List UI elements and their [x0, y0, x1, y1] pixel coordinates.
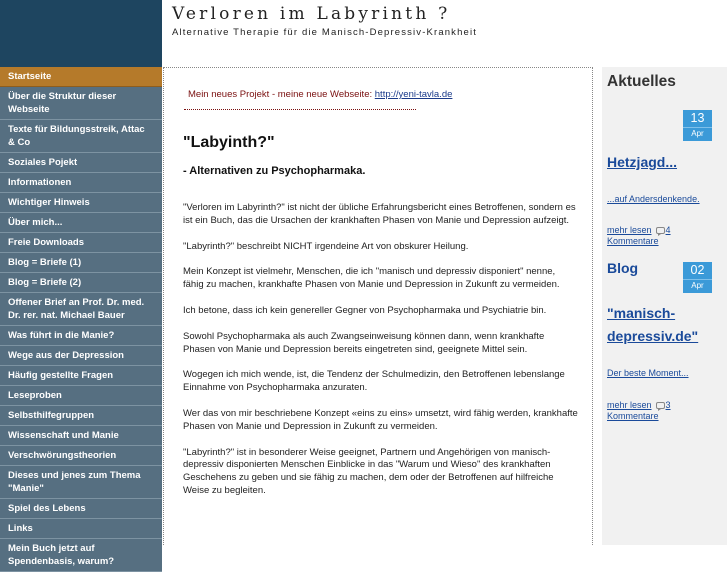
article-paragraph: Wer das von mir beschriebene Konzept «eins zu eins» umsetzt, wird fähig werden, krankhafte Phasen von Manie und Depression in Zukunft zu vermeiden. [183, 407, 578, 432]
nav-item-startseite[interactable]: Startseite [0, 67, 162, 87]
nav-item-selbsthilfegruppen[interactable]: Selbsthilfegruppen [0, 406, 162, 426]
news-meta [607, 225, 717, 247]
project-link[interactable]: http://yeni-tavla.de [374, 89, 453, 100]
nav-item-verschwoerung[interactable]: Verschwörungstheorien [0, 446, 162, 466]
header-corner-block [0, 0, 162, 67]
read-more-link[interactable]: mehr lesen [607, 225, 652, 235]
nav-item-mein-buch[interactable]: Mein Buch jetzt auf Spendenbasis, warum? [0, 539, 162, 572]
article-paragraph: "Verloren im Labyrinth?" ist nicht der übliche Erfahrungsbericht eines Betroffenen, sondern es ist ein Buch, das die Ursachen der krankhaften Phasen von Manie und Depression aufzeigt. [183, 202, 576, 226]
main-content [163, 67, 593, 545]
nav-item-links[interactable]: Links [0, 519, 162, 539]
nav-item-informationen[interactable]: Informationen [0, 173, 162, 193]
read-more-link[interactable]: mehr lesen [607, 400, 652, 410]
news-title-link[interactable]: Hetzjagd... [607, 154, 678, 170]
date-month: Apr [683, 279, 712, 291]
page-title: "Labyinth?" [183, 134, 275, 151]
nav-item-struktur[interactable]: Über die Struktur dieser Webseite [0, 87, 162, 120]
nav-item-bildungsstreik[interactable]: Texte für Bildungsstreik, Attac & Co [0, 120, 162, 153]
date-month: Apr [683, 127, 712, 139]
project-notice [188, 89, 452, 100]
page-subtitle: - Alternativen zu Psychopharmaka. [183, 165, 366, 177]
news-title-link[interactable]: depressiv.de" [607, 328, 699, 344]
news-sidebar [602, 67, 727, 545]
nav-item-spiel-des-lebens[interactable]: Spiel des Lebens [0, 499, 162, 519]
news-meta [607, 400, 717, 422]
site-title: Verloren im Labyrinth ? [172, 4, 451, 24]
date-day: 13 [690, 111, 705, 125]
nav-item-wichtiger-hinweis[interactable]: Wichtiger Hinweis [0, 193, 162, 213]
site-subtitle: Alternative Therapie für die Manisch-Depressiv-Krankheit [172, 27, 477, 38]
nav-item-blog-briefe-2[interactable]: Blog = Briefe (2) [0, 273, 162, 293]
project-text: Mein neues Projekt - meine neue Webseite: [188, 89, 373, 100]
nav-item-freie-downloads[interactable]: Freie Downloads [0, 233, 162, 253]
nav-item-blog-briefe-1[interactable]: Blog = Briefe (1) [0, 253, 162, 273]
nav-item-leseproben[interactable]: Leseproben [0, 386, 162, 406]
nav-item-depression[interactable]: Wege aus der Depression [0, 346, 162, 366]
site-header [162, 0, 727, 67]
nav-item-soziales-projekt[interactable]: Soziales Pojekt [0, 153, 162, 173]
nav-item-ueber-mich[interactable]: Über mich... [0, 213, 162, 233]
article-paragraph: "Labyrinth?" beschreibt NICHT irgendeine Art von obskurer Heilung. [183, 240, 469, 252]
nav-item-manie[interactable]: Was führt in die Manie? [0, 326, 162, 346]
date-badge [683, 110, 712, 141]
comments-link[interactable]: 4 Kommentare [607, 225, 671, 246]
news-heading: Aktuelles [607, 73, 676, 90]
project-divider [184, 109, 416, 110]
date-badge [683, 262, 712, 293]
nav-item-wissenschaft[interactable]: Wissenschaft und Manie [0, 426, 162, 446]
date-day: 02 [690, 263, 705, 277]
nav-item-dieses-und-jenes[interactable]: Dieses und jenes zum Thema "Manie" [0, 466, 162, 499]
article-paragraph: Ich betone, dass ich kein genereller Gegner von Psychopharmaka und Psychiatrie bin. [183, 304, 547, 316]
news-category: Blog [607, 260, 639, 276]
news-title-link[interactable]: "manisch- [607, 305, 676, 321]
news-excerpt-link[interactable]: Der beste Moment... [607, 368, 689, 378]
nav-item-offener-brief[interactable]: Offener Brief an Prof. Dr. med. Dr. rer. nat. Michael Bauer [0, 293, 162, 326]
sidebar-nav [0, 67, 162, 567]
comment-icon [656, 402, 665, 409]
comment-icon [656, 227, 665, 234]
article-paragraph: Wogegen ich mich wende, ist, die Tendenz der Schulmedizin, den Betroffenen lebenslange Einnahme von Psychopharmaka anzuraten. [183, 369, 565, 394]
article-paragraph: "Labyrinth?" ist in besonderer Weise geeignet, Partnern und Angehörigen von manisch-depressiv disponierten Menschen Einblicke in das "Warum und Wieso" des krankhaften Geschehens zu geben und sie fähig zu machen, dem oder der Betroffenen auf hilfreiche Weise zu begleiten. [183, 446, 554, 496]
news-excerpt-link[interactable]: ...auf Andersdenkende. [607, 194, 700, 204]
comments-link[interactable]: 3 Kommentare [607, 400, 671, 421]
article-paragraph: Mein Konzept ist vielmehr, Menschen, die ich "manisch und depressiv disponiert" nenne, fähig zu machen, krankhafte Phasen von Manie und Depression in Zukunft zu vermeiden. [183, 266, 560, 291]
article-paragraph: Sowohl Psychopharmaka als auch Zwangseinweisung können dann, wenn krankhafte Phasen von Manie und Depression bereits eingetreten sind, geeignete Mittel sein. [183, 330, 545, 355]
nav-item-faq[interactable]: Häufig gestellte Fragen [0, 366, 162, 386]
article-body [183, 202, 578, 511]
